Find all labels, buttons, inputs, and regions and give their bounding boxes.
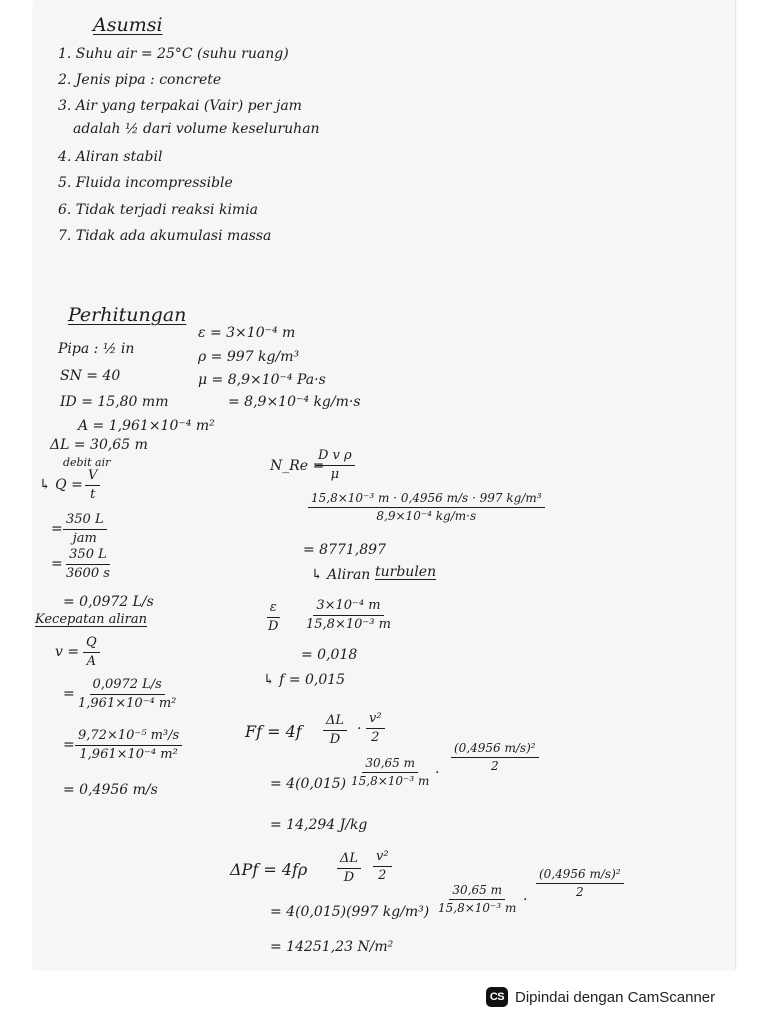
nre-sub-num: 15,8×10⁻³ m · 0,4956 m/s · 997 kg/m³ — [308, 492, 545, 508]
velocity-label: Kecepatan aliran — [35, 612, 147, 627]
viscosity-kg: = 8,9×10⁻⁴ kg/m·s — [228, 394, 361, 410]
asumsi-item-5: 5. Fluida incompressible — [58, 175, 233, 191]
ff-vel-num: (0,4956 m/s)² — [451, 742, 539, 758]
scanned-page — [33, 0, 736, 970]
nre-result: = 8771,897 — [303, 542, 386, 558]
nre-lhs: N_Re = — [270, 458, 325, 474]
q-formula-den: t — [90, 486, 96, 502]
ff-lhs: Ff = 4f — [245, 722, 302, 741]
dpf-dl-fraction — [337, 852, 361, 886]
ed-sub-num: 3×10⁻⁴ m — [313, 599, 383, 616]
v1-equals: = — [63, 686, 75, 702]
dpf-sub-den: 15,8×10⁻³ m — [438, 900, 517, 915]
ed-formula-fraction — [265, 601, 281, 635]
dpf-dl-den: D — [343, 869, 355, 885]
dpf-vel-fraction — [536, 868, 624, 900]
friction-factor: ↳ f = 0,015 — [263, 672, 346, 688]
dpf-sub-dot: · — [523, 892, 528, 908]
dpf-sub-lhs: = 4(0,015)(997 kg/m³) — [270, 904, 430, 920]
v2-fraction — [75, 729, 182, 763]
ed-formula-num: ε — [267, 601, 280, 618]
asumsi-item-4: 4. Aliran stabil — [58, 149, 163, 165]
asumsi-title: Asumsi — [93, 14, 163, 36]
perhitungan-title: Perhitungan — [68, 304, 187, 326]
debit-label: debit air — [63, 456, 111, 469]
v1-fraction — [75, 678, 179, 712]
camscanner-watermark — [486, 986, 715, 1008]
v-result: = 0,4956 m/s — [63, 782, 158, 798]
v1-den: 1,961×10⁻⁴ m² — [78, 695, 177, 711]
ff-v2-fraction — [366, 712, 385, 746]
v-lhs: v = — [55, 644, 80, 660]
q-formula-fraction — [85, 469, 100, 503]
ed-sub-fraction — [303, 599, 394, 633]
v-formula-fraction — [83, 636, 100, 670]
pipe-length: ΔL = 30,65 m — [50, 437, 148, 453]
ff-vel-fraction — [451, 742, 539, 774]
density: ρ = 997 kg/m³ — [198, 349, 300, 365]
v1-num: 0,0972 L/s — [90, 678, 165, 695]
q2-fraction — [63, 548, 113, 582]
q1-num: 350 L — [63, 513, 107, 530]
v2-den: 1,961×10⁻⁴ m² — [79, 746, 178, 762]
viscosity-pa: μ = 8,9×10⁻⁴ Pa·s — [198, 372, 326, 388]
dpf-dl-num: ΔL — [337, 852, 361, 869]
q1-den: jam — [72, 530, 97, 546]
ff-sub-den: 15,8×10⁻³ m — [351, 773, 430, 788]
dpf-lhs: ΔPf = 4fρ — [230, 860, 308, 879]
v2-equals: = — [63, 737, 75, 753]
q-result: = 0,0972 L/s — [63, 594, 154, 610]
ff-dl-fraction — [323, 714, 347, 748]
flow-regime-label: ↳ Aliran — [311, 567, 371, 583]
ff-vel-den: 2 — [490, 758, 499, 773]
dpf-v2-den: 2 — [378, 867, 387, 883]
q2-num: 350 L — [66, 548, 110, 565]
camscanner-logo-icon: CS — [486, 987, 508, 1007]
flow-regime-turbulen: turbulen — [375, 564, 437, 580]
dpf-v2-num: v² — [373, 850, 392, 867]
asumsi-item-3-cont: adalah ½ dari volume keseluruhan — [73, 121, 320, 137]
nre-formula-fraction — [315, 449, 355, 483]
ed-result: = 0,018 — [301, 647, 358, 663]
asumsi-item-2: 2. Jenis pipa : concrete — [58, 72, 222, 88]
q-lhs: ↳ Q = — [39, 477, 83, 493]
dpf-sub-num: 30,65 m — [449, 884, 505, 900]
dpf-vel-num: (0,4956 m/s)² — [536, 868, 624, 884]
ff-sub-lhs: = 4(0,015) — [270, 776, 347, 792]
ed-formula-den: D — [268, 618, 279, 634]
q-formula-num: V — [85, 469, 100, 486]
asumsi-item-3: 3. Air yang terpakai (Vair) per jam — [58, 98, 302, 114]
ff-result: = 14,294 J/kg — [270, 817, 368, 833]
schedule-number: SN = 40 — [60, 368, 121, 384]
ff-dot: · — [357, 721, 362, 737]
q1-equals: = — [51, 521, 63, 537]
roughness: ε = 3×10⁻⁴ m — [198, 325, 296, 341]
asumsi-item-1: 1. Suhu air = 25°C (suhu ruang) — [58, 46, 289, 62]
q1-fraction — [63, 513, 107, 547]
nre-formula-den: μ — [330, 466, 340, 482]
v2-num: 9,72×10⁻⁵ m³/s — [75, 729, 182, 746]
nre-formula-num: D v ρ — [315, 449, 355, 466]
ed-sub-den: 15,8×10⁻³ m — [306, 616, 391, 632]
dpf-sub-fraction — [435, 884, 519, 916]
camscanner-text: Dipindai dengan CamScanner — [515, 988, 716, 1006]
ff-sub-dot: · — [435, 765, 440, 781]
asumsi-item-6: 6. Tidak terjadi reaksi kimia — [58, 202, 259, 218]
dpf-v2-fraction — [373, 850, 392, 884]
ff-dl-num: ΔL — [323, 714, 347, 731]
inner-diameter: ID = 15,80 mm — [60, 394, 169, 410]
ff-v2-num: v² — [366, 712, 385, 729]
q2-equals: = — [51, 556, 63, 572]
nre-sub-den: 8,9×10⁻⁴ kg/m·s — [376, 508, 477, 523]
v-formula-num: Q — [83, 636, 100, 653]
ff-sub-fraction — [348, 757, 432, 789]
nre-sub-fraction — [308, 492, 545, 524]
v-formula-den: A — [86, 653, 97, 669]
dpf-result: = 14251,23 N/m² — [270, 939, 394, 955]
ff-sub-num: 30,65 m — [362, 757, 418, 773]
asumsi-item-7: 7. Tidak ada akumulasi massa — [58, 228, 272, 244]
pipa-size: Pipa : ½ in — [58, 341, 135, 357]
pipe-area: A = 1,961×10⁻⁴ m² — [78, 418, 215, 434]
ff-v2-den: 2 — [371, 729, 380, 745]
ff-dl-den: D — [329, 731, 341, 747]
q2-den: 3600 s — [66, 565, 110, 581]
dpf-vel-den: 2 — [575, 884, 584, 899]
